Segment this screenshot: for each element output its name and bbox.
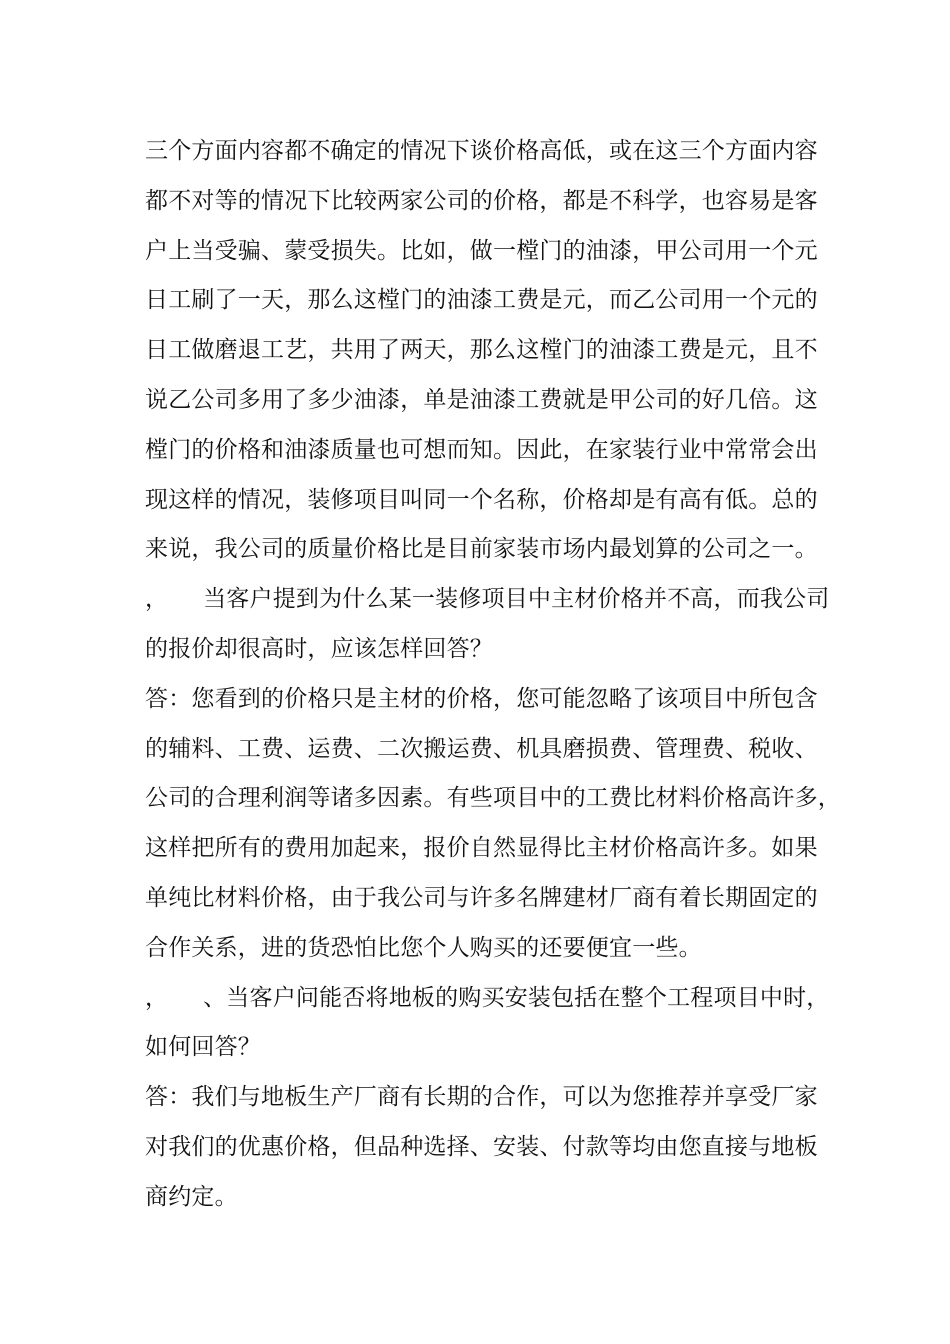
answer-line: 商约定。 [145, 1183, 238, 1210]
text-line: 日工刷了一天，那么这樘门的油漆工费是元，而乙公司用一个元的 [145, 287, 818, 314]
question-line: ， 、当客户问能否将地板的购买安装包括在整个工程项目中时， [145, 984, 830, 1011]
text-line: 来说，我公司的质量价格比是目前家装市场内最划算的公司之一。 [145, 536, 818, 563]
answer-line: 公司的合理利润等诸多因素。有些项目中的工费比材料价格高许多， [145, 785, 841, 812]
text-line: 现这样的情况，装修项目叫同一个名称，价格却是有高有低。总的 [145, 486, 818, 513]
text-line: 户上当受骗、蒙受损失。比如，做一樘门的油漆，甲公司用一个元 [145, 237, 818, 264]
question-line: 的报价却很高时，应该怎样回答？ [145, 635, 493, 662]
answer-line: 答：我们与地板生产厂商有长期的合作，可以为您推荐并享受厂家 [145, 1084, 818, 1111]
question-line: ， 当客户提到为什么某一装修项目中主材价格并不高，而我公司 [145, 586, 830, 613]
text-line: 三个方面内容都不确定的情况下谈价格高低，或在这三个方面内容 [145, 138, 818, 164]
answer-line: 合作关系，进的货恐怕比您个人购买的还要便宜一些。 [145, 934, 702, 961]
answer-line: 这样把所有的费用加起来，报价自然显得比主材价格高许多。如果 [145, 835, 818, 862]
answer-line: 单纯比材料价格，由于我公司与许多名牌建材厂商有着长期固定的 [145, 884, 818, 911]
text-line: 日工做磨退工艺，共用了两天，那么这樘门的油漆工费是元，且不 [145, 337, 818, 364]
answer-line: 的辅料、工费、运费、二次搬运费、机具磨损费、管理费、税收、 [145, 735, 818, 762]
text-line: 樘门的价格和油漆质量也可想而知。因此，在家装行业中常常会出 [145, 436, 818, 463]
answer-line: 对我们的优惠价格，但品种选择、安装、付款等均由您直接与地板 [145, 1133, 818, 1160]
text-line: 说乙公司多用了多少油漆，单是油漆工费就是甲公司的好几倍。这 [145, 386, 818, 413]
question-line: 如何回答？ [145, 1034, 261, 1061]
document-body [145, 127, 841, 1223]
answer-line: 答：您看到的价格只是主材的价格，您可能忽略了该项目中所包含 [145, 685, 818, 712]
text-line: 都不对等的情况下比较两家公司的价格，都是不科学，也容易是客 [145, 187, 818, 214]
